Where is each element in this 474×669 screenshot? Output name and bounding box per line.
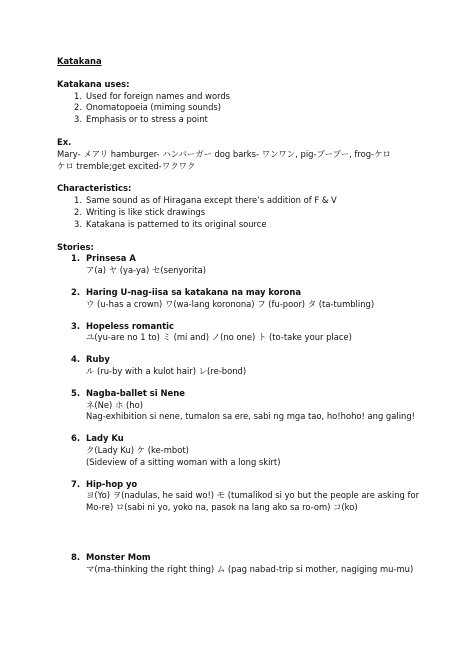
story-line: ユ(yu-are no 1 to) ミ (mi and) ノ(no one) ト (to-take your place) bbox=[86, 332, 352, 343]
story-line: Nag-exhibition si nene, tumalon sa ere, sabi ng mga tao, ho!hoho! ang galing! bbox=[86, 411, 416, 422]
story-line: ル (ru-by with a kulot hair) レ(re-bond) bbox=[86, 365, 247, 376]
story-title: Nagba-ballet si Nene bbox=[86, 387, 185, 398]
stories-heading: Stories: bbox=[57, 241, 94, 252]
story-line: (Sideview of a sitting woman with a long skirt) bbox=[86, 456, 281, 467]
characteristics-list bbox=[57, 195, 457, 230]
list-item: 1. Used for foreign names and words bbox=[74, 90, 231, 101]
story-title: Ruby bbox=[86, 354, 110, 365]
story-item: 6. Lady Ku ク(Lady Ku) ケ (ke-mbot) (Sideview of a sitting woman with a long skirt) bbox=[57, 433, 457, 468]
ex-line: ケロ tremble;get excited-ワクワク bbox=[57, 160, 196, 171]
story-line: ア(a) ヤ (ya-ya) セ(senyorita) bbox=[86, 265, 206, 276]
page-title: Katakana bbox=[57, 56, 102, 66]
ex-line: Mary- メアリ hamburger- ハンバーガー dog barks- ワンワン, pig-ブーブー, frog-ケロ bbox=[57, 148, 391, 159]
list-item: 3. Emphasis or to stress a point bbox=[74, 114, 208, 125]
story-title: Haring U-nag-iisa sa katakana na may korona bbox=[86, 286, 301, 297]
story-line: Mo-re) ロ(sabi ni yo, yoko na, pasok na lang ako sa ro-om) コ(ko) bbox=[86, 502, 358, 513]
stories-list bbox=[57, 253, 457, 575]
list-item: 1. Same sound as of Hiragana except there’s addition of F & V bbox=[74, 195, 337, 206]
document-page bbox=[57, 56, 457, 586]
story-line: マ(ma-thinking the right thing) ム (pag nabad-trip si mother, nagiging mu-mu) bbox=[86, 563, 414, 574]
story-line: ネ(Ne) ホ (ho) bbox=[86, 399, 143, 410]
story-item: 5. Nagba-ballet si Nene ネ(Ne) ホ (ho) Nag-exhibition si nene, tumalon sa ere, sabi ng mga tao, ho!hoho! ang galing! bbox=[57, 388, 457, 423]
story-item: 2. Haring U-nag-iisa sa katakana na may korona ウ (u-has a crown) ワ(wa-lang koronona) フ (fu-poor) タ (ta-tumbling) bbox=[57, 287, 457, 311]
uses-list bbox=[57, 91, 457, 126]
story-line: ヨ(Yo) ヲ(nadulas, he said wo!) モ (tumalikod si yo but the people are asking for bbox=[86, 490, 420, 501]
story-title: Lady Ku bbox=[86, 433, 124, 444]
characteristics-heading: Characteristics: bbox=[57, 183, 132, 194]
story-line: ク(Lady Ku) ケ (ke-mbot) bbox=[86, 444, 189, 455]
story-title: Hip-hop yo bbox=[86, 478, 138, 489]
story-title: Hopeless romantic bbox=[86, 320, 174, 331]
story-item: 1. Prinsesa A ア(a) ヤ (ya-ya) セ(senyorita) bbox=[57, 253, 457, 277]
uses-heading: Katakana uses: bbox=[57, 78, 130, 89]
story-item: 3. Hopeless romantic ユ(yu-are no 1 to) ミ (mi and) ノ(no one) ト (to-take your place) bbox=[57, 321, 457, 345]
list-item: 2. Onomatopoeia (miming sounds) bbox=[74, 102, 222, 113]
story-line: ウ (u-has a crown) ワ(wa-lang koronona) フ (fu-poor) タ (ta-tumbling) bbox=[86, 298, 375, 309]
story-title: Monster Mom bbox=[86, 551, 151, 562]
story-item: 7. Hip-hop yo ヨ(Yo) ヲ(nadulas, he said wo!) モ (tumalikod si yo but the people are asking for Mo-re) ロ(sabi ni yo, yoko na, pasok na lang ako sa ro-om) コ(ko) bbox=[57, 479, 457, 514]
ex-heading: Ex. bbox=[57, 136, 72, 147]
story-title: Prinsesa A bbox=[86, 253, 136, 264]
list-item: 2. Writing is like stick drawings bbox=[74, 206, 206, 217]
list-item: 3. Katakana is patterned to its original source bbox=[74, 218, 267, 229]
story-item: 8. Monster Mom マ(ma-thinking the right thing) ム (pag nabad-trip si mother, nagiging mu-mu) bbox=[57, 552, 457, 576]
story-item: 4. Ruby ル (ru-by with a kulot hair) レ(re-bond) bbox=[57, 354, 457, 378]
